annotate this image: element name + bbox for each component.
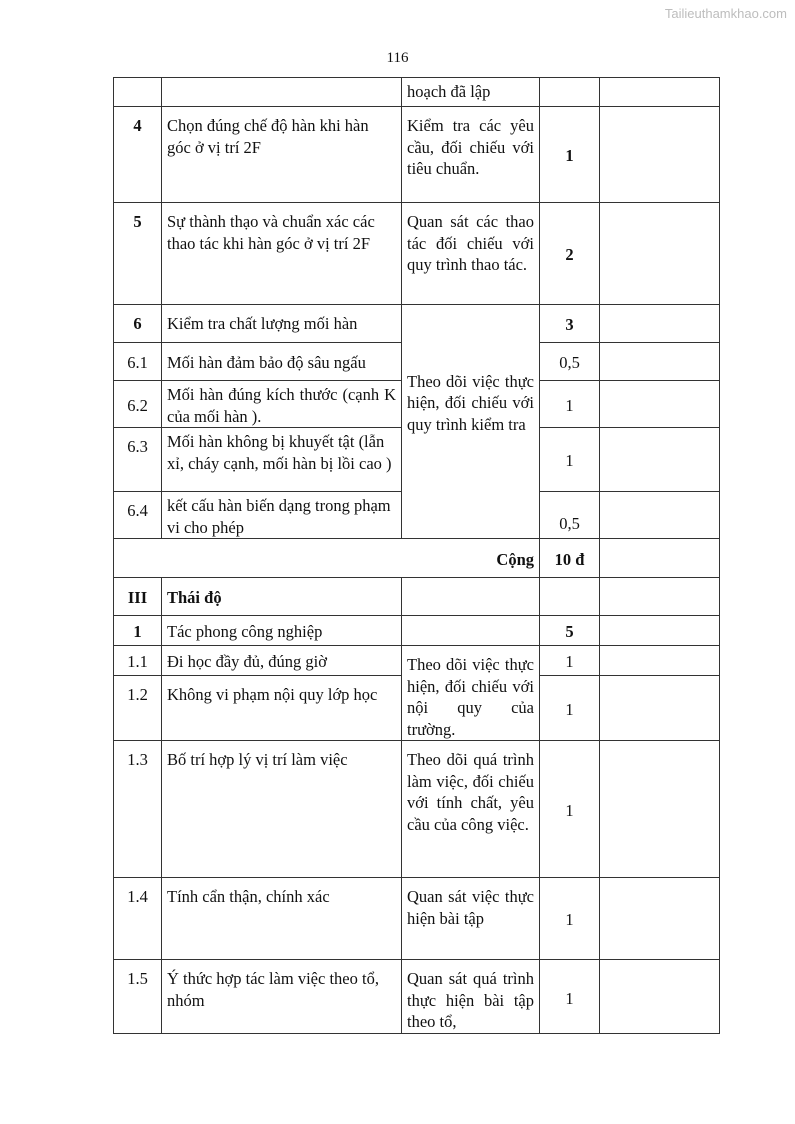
cell-method: Quan sát quá trình thực hiện bài tập theo tổ, <box>402 960 540 1034</box>
cell-index: 1.3 <box>114 741 162 878</box>
cell-score: 1 <box>540 381 600 428</box>
cell-result <box>600 960 720 1034</box>
cell-score: 1 <box>540 646 600 676</box>
cell-index: 6.3 <box>114 428 162 492</box>
cell-criterion: Kiểm tra chất lượng mối hàn <box>162 305 402 343</box>
cell-result <box>600 492 720 539</box>
cell-criterion <box>162 78 402 107</box>
assessment-table <box>113 77 720 1034</box>
cell-criterion: Bố trí hợp lý vị trí làm việc <box>162 741 402 878</box>
cell-criterion: Tác phong công nghiệp <box>162 616 402 646</box>
table-row <box>114 203 720 305</box>
cell-result <box>600 428 720 492</box>
cell-score <box>540 78 600 107</box>
cell-method <box>402 578 540 616</box>
cell-method: Quan sát việc thực hiện bài tập <box>402 878 540 960</box>
cell-criterion: Tính cẩn thận, chính xác <box>162 878 402 960</box>
cell-index: 6.1 <box>114 343 162 381</box>
cell-result <box>600 646 720 676</box>
table-row <box>114 646 720 676</box>
cell-index: 1.5 <box>114 960 162 1034</box>
cell-score: 1 <box>540 960 600 1034</box>
cell-score: 2 <box>540 203 600 305</box>
cell-score: 0,5 <box>540 343 600 381</box>
cell-score <box>540 578 600 616</box>
cell-result <box>600 741 720 878</box>
table-row <box>114 741 720 878</box>
table-row <box>114 107 720 203</box>
cell-score: 1 <box>540 107 600 203</box>
table-row <box>114 578 720 616</box>
table-row <box>114 78 720 107</box>
cell-criterion: Mối hàn đảm bảo độ sâu ngấu <box>162 343 402 381</box>
cell-method: Theo dõi quá trình làm việc, đối chiếu với tính chất, yêu cầu của công việc. <box>402 741 540 878</box>
cell-index: 4 <box>114 107 162 203</box>
cell-method: Quan sát các thao tác đối chiếu với quy trình thao tác. <box>402 203 540 305</box>
cell-index: 6.2 <box>114 381 162 428</box>
cell-result <box>600 305 720 343</box>
cell-index: 5 <box>114 203 162 305</box>
cell-criterion: Không vi phạm nội quy lớp học <box>162 676 402 741</box>
cell-score: 5 <box>540 616 600 646</box>
watermark: Tailieuthamkhao.com <box>664 6 787 21</box>
table-row <box>114 539 720 578</box>
cell-result <box>600 578 720 616</box>
cell-score: 1 <box>540 676 600 741</box>
cell-method: Theo dõi việc thực hiện, đối chiếu với nội quy của trường. <box>402 646 540 741</box>
table-row <box>114 878 720 960</box>
cell-index: III <box>114 578 162 616</box>
table-row <box>114 305 720 343</box>
cell-criterion: Mối hàn không bị khuyết tật (lẫn xỉ, cháy cạnh, mối hàn bị lồi cao ) <box>162 428 402 492</box>
cell-criterion: Ý thức hợp tác làm việc theo tổ, nhóm <box>162 960 402 1034</box>
table-row <box>114 960 720 1034</box>
cell-score: 3 <box>540 305 600 343</box>
cell-score: 0,5 <box>540 492 600 539</box>
cell-result <box>600 78 720 107</box>
cell-index: 6.4 <box>114 492 162 539</box>
cell-criterion: Đi học đầy đủ, đúng giờ <box>162 646 402 676</box>
cell-result <box>600 203 720 305</box>
cell-method: Theo dõi việc thực hiện, đối chiếu với quy trình kiểm tra <box>402 305 540 539</box>
cell-index: 1.4 <box>114 878 162 960</box>
cell-result <box>600 539 720 578</box>
cell-criterion: Sự thành thạo và chuẩn xác các thao tác khi hàn góc ở vị trí 2F <box>162 203 402 305</box>
page-number: 116 <box>386 50 409 66</box>
cell-score: 1 <box>540 741 600 878</box>
cell-criterion: kết cấu hàn biến dạng trong phạm vi cho phép <box>162 492 402 539</box>
cell-index: 1.2 <box>114 676 162 741</box>
cell-index: 1 <box>114 616 162 646</box>
cell-result <box>600 107 720 203</box>
cell-score: 1 <box>540 428 600 492</box>
cell-index: 1.1 <box>114 646 162 676</box>
cell-score: 1 <box>540 878 600 960</box>
cell-result <box>600 343 720 381</box>
total-label: Cộng <box>114 539 540 578</box>
cell-result <box>600 616 720 646</box>
cell-result <box>600 878 720 960</box>
cell-method: hoạch đã lập <box>402 78 540 107</box>
cell-index: 6 <box>114 305 162 343</box>
cell-method: Kiểm tra các yêu cầu, đối chiếu với tiêu chuẩn. <box>402 107 540 203</box>
cell-criterion: Chọn đúng chế độ hàn khi hàn góc ở vị trí 2F <box>162 107 402 203</box>
cell-index <box>114 78 162 107</box>
section-title: Thái độ <box>162 578 402 616</box>
cell-method <box>402 616 540 646</box>
cell-result <box>600 381 720 428</box>
table-row <box>114 616 720 646</box>
cell-criterion: Mối hàn đúng kích thước (cạnh K của mối hàn ). <box>162 381 402 428</box>
cell-result <box>600 676 720 741</box>
total-score: 10 đ <box>540 539 600 578</box>
